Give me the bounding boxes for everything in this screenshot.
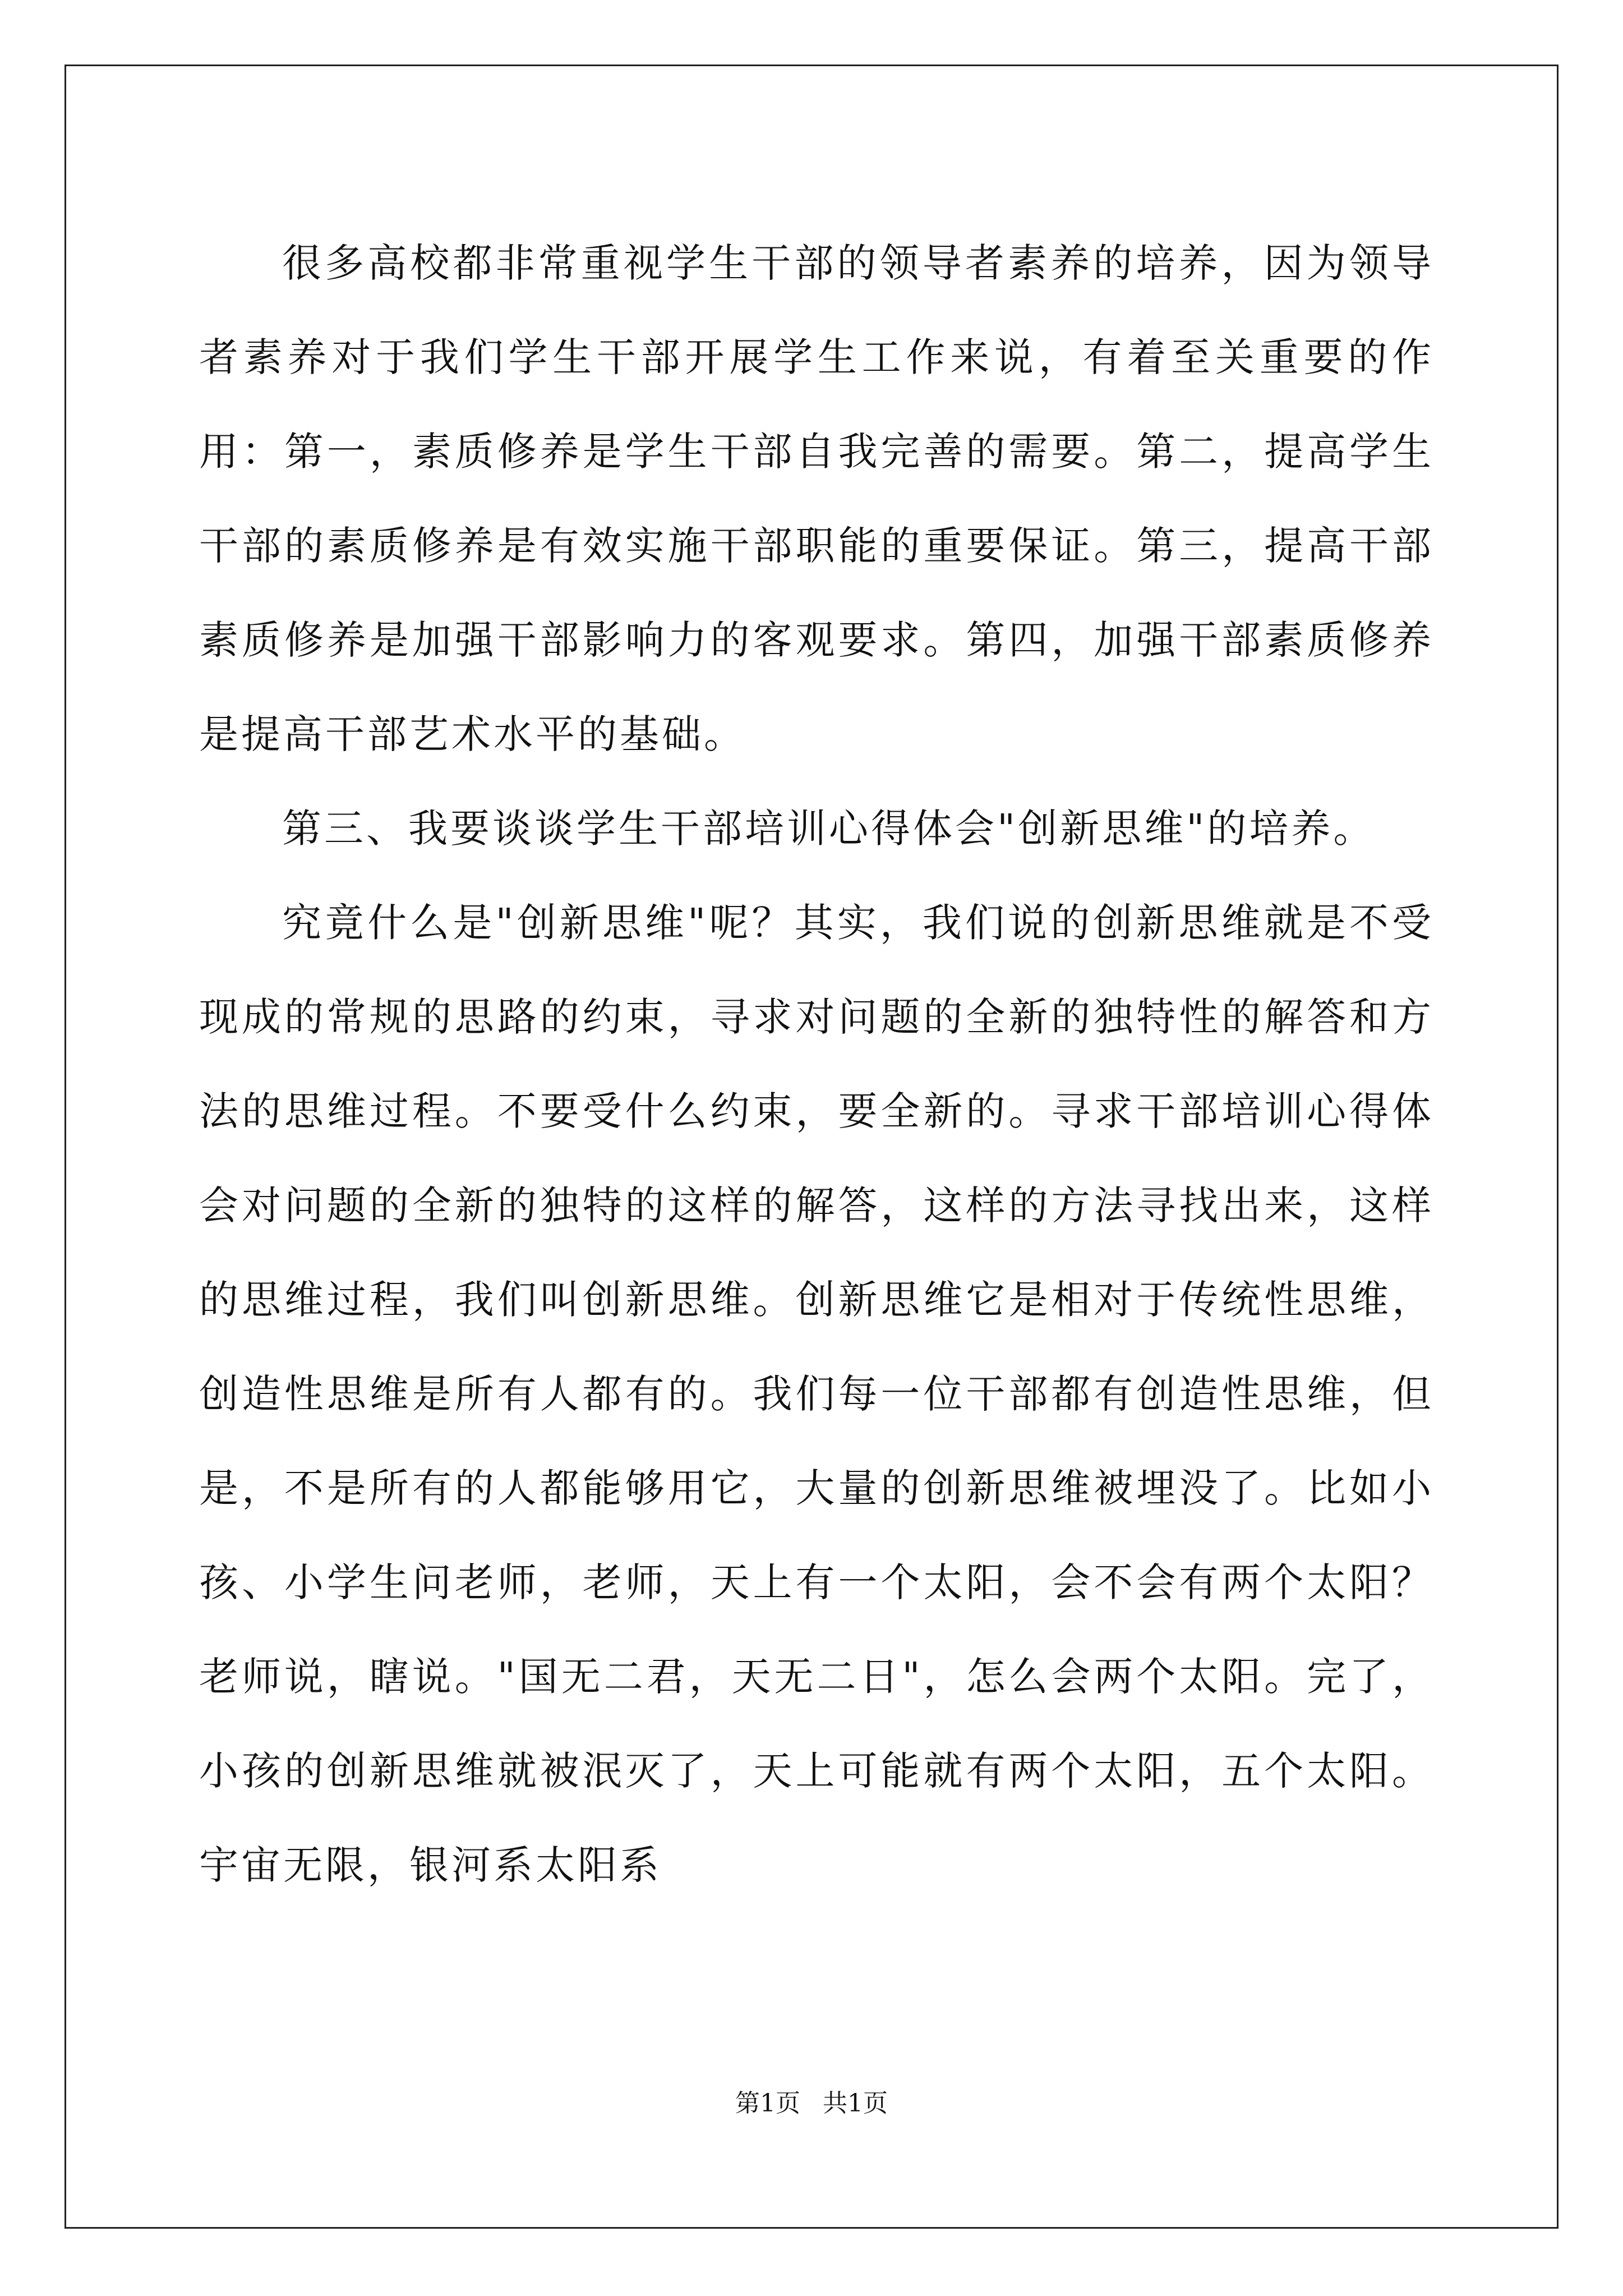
paragraph-innovative-thinking-heading: 第三、我要谈谈学生干部培训心得体会"创新思维"的培养。 [282, 806, 1376, 852]
page-number: 第1页 [735, 2089, 800, 2118]
paragraph-innovative-thinking-definition: 究竟什么是"创新思维"呢？其实，我们说的创新思维就是不受现成的常规的思路的约束，寻求对问题的全新的独特性的解答和方法的思维过程。不要受什么约束，要全新的。寻求干部培训心得体会对问题的全新的独特的这样的解答，这样的方法寻找出来，这样的思维过程，我们叫创新思维。创新思维它是相对于传统性思维，创造性思维是所有人都有的。我们每一位干部都有创造性思维，但是，不是所有的人都能够用它，大量的创新思维被埋没了。比如小孩、小学生问老师，老师，天上有一个太阳，会不会有两个太阳？老师说，瞎说。"国无二君，天无二日"，怎么会两个太阳。完了，小孩的创新思维就被泯灭了，天上可能就有两个太阳，五个太阳。宇宙无限，银河系太阳系 [199, 900, 1434, 1888]
paragraph-leadership-qualities: 很多高校都非常重视学生干部的领导者素养的培养，因为领导者素养对于我们学生干部开展学生工作来说，有着至关重要的作用：第一，素质修养是学生干部自我完善的需要。第二，提高学生干部的素质修养是有效实施干部职能的重要保证。第三，提高干部素质修养是加强干部影响力的客观要求。第四，加强干部素质修养是提高干部艺术水平的基础。 [199, 240, 1434, 757]
page-total: 共1页 [823, 2089, 888, 2118]
page-footer [0, 2087, 1623, 2120]
document-body [199, 216, 1434, 1912]
